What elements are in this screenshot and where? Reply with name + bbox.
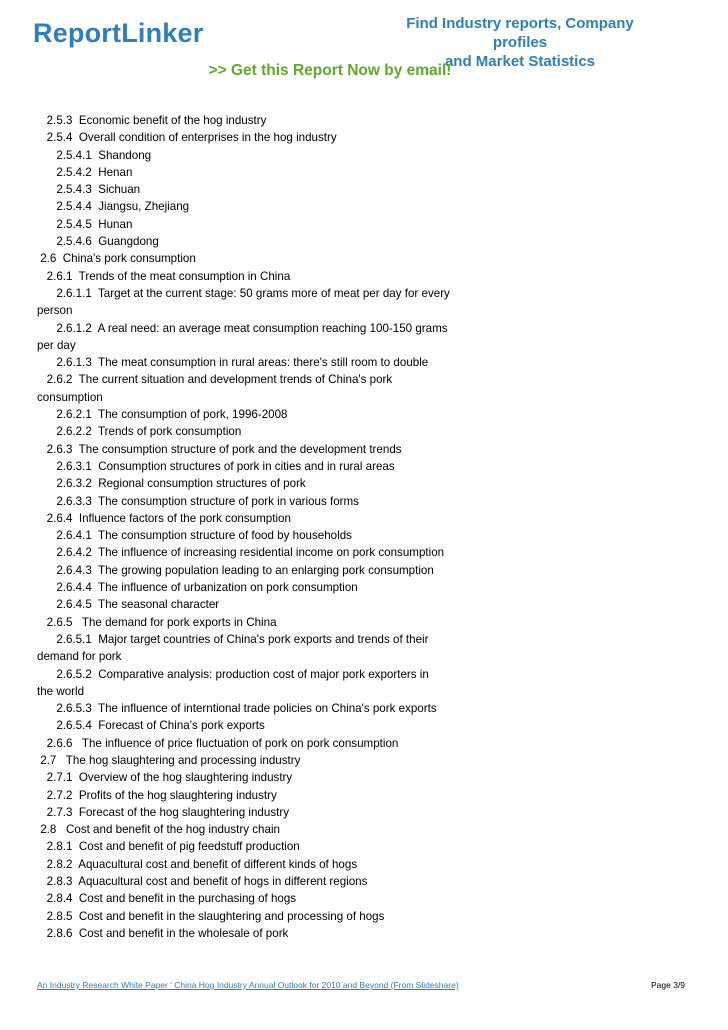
toc-line: 2.6.3.1 Consumption structures of pork in cities and in rural areas (37, 459, 395, 473)
toc-line: 2.6.2.2 Trends of pork consumption (37, 425, 242, 439)
toc-line: 2.6.5.4 Forecast of China's pork exports (37, 719, 265, 733)
toc-line: 2.6.1.3 The meat consumption in rural areas: there's still room to double (37, 356, 429, 370)
toc-line: 2.8.2 Aquacultural cost and benefit of different kinds of hogs (37, 857, 358, 871)
toc-line: 2.6.4.3 The growing population leading to an enlarging pork consumption (37, 563, 434, 577)
get-report-link[interactable]: >> Get this Report Now by email! (208, 62, 452, 79)
toc-line: 2.6.3.2 Regional consumption structures of pork (37, 477, 306, 491)
toc-line: 2.5.4.5 Hunan (37, 217, 133, 231)
toc-line: 2.6.4 Influence factors of the pork consumption (37, 511, 291, 525)
toc-line: 2.6.3.3 The consumption structure of pork in various forms (37, 494, 359, 508)
toc-line: 2.6.2.1 The consumption of pork, 1996-2008 (37, 408, 288, 422)
toc-line: 2.6.6 The influence of price fluctuation of pork on pork consumption (37, 736, 399, 750)
tagline-line-1: Find Industry reports, Company profiles (406, 15, 634, 51)
toc-line: 2.7.3 Forecast of the hog slaughtering industry (37, 805, 289, 819)
toc-line: 2.5.3 Economic benefit of the hog industry (37, 114, 267, 127)
toc-line: 2.5.4.4 Jiangsu, Zhejiang (37, 200, 190, 214)
tagline-line-2: and Market Statistics (444, 53, 596, 70)
table-of-contents (37, 112, 477, 942)
toc-line: 2.6.5.3 The influence of interntional trade policies on China's pork exports (37, 702, 437, 716)
toc-line: 2.6.3 The consumption structure of pork and the development trends (37, 442, 402, 456)
toc-line: 2.6.5 The demand for pork exports in China (37, 615, 277, 629)
toc-line: 2.6.4.5 The seasonal character (37, 598, 220, 612)
toc-line: 2.7.1 Overview of the hog slaughtering industry (37, 771, 293, 785)
toc-line: 2.6.2 The current situation and development trends of China's pork (37, 373, 393, 387)
toc-line: person (37, 304, 73, 318)
toc-line: per day (37, 338, 76, 352)
toc-line: 2.8 Cost and benefit of the hog industry chain (37, 823, 280, 837)
toc-line: 2.8.1 Cost and benefit of pig feedstuff production (37, 840, 300, 854)
toc-line: 2.7.2 Profits of the hog slaughtering industry (37, 788, 277, 802)
toc-line: 2.6.4.4 The influence of urbanization on pork consumption (37, 581, 358, 595)
toc-line: the world (37, 684, 85, 698)
footer-source-link[interactable]: An Industry Research White Paper ' China Hog Industry Annual Outlook for 2010 and Beyond (From Slideshare) (37, 980, 459, 990)
toc-line: 2.8.3 Aquacultural cost and benefit of hogs in different regions (37, 875, 368, 889)
toc-line: 2.6.5.1 Major target countries of China's pork exports and trends of their (37, 632, 429, 646)
toc-line: 2.8.5 Cost and benefit in the slaughtering and processing of hogs (37, 909, 385, 923)
page-number: Page 3/9 (651, 980, 686, 990)
toc-line: consumption (37, 390, 103, 404)
toc-line: 2.5.4.1 Shandong (37, 148, 152, 162)
toc-line: 2.6.1 Trends of the meat consumption in China (37, 269, 291, 283)
toc-line: 2.5.4.2 Henan (37, 165, 133, 179)
toc-line: demand for pork (37, 650, 122, 664)
toc-line: 2.7 The hog slaughtering and processing industry (37, 753, 301, 767)
toc-line: 2.6.5.2 Comparative analysis: production cost of major pork exporters in (37, 667, 429, 681)
reportlinker-logo[interactable]: ReportLinker (33, 18, 204, 48)
toc-line: 2.6.4.1 The consumption structure of food by households (37, 529, 352, 543)
toc-line: 2.6 China's pork consumption (37, 252, 196, 266)
toc-line: 2.8.4 Cost and benefit in the purchasing of hogs (37, 892, 297, 906)
toc-line: 2.6.4.2 The influence of increasing residential income on pork consumption (37, 546, 445, 560)
toc-line: 2.5.4 Overall condition of enterprises in the hog industry (37, 131, 337, 145)
toc-line: 2.5.4.3 Sichuan (37, 183, 141, 197)
toc-line: 2.6.1.2 A real need: an average meat consumption reaching 100-150 grams (37, 321, 448, 335)
toc-line: 2.6.1.1 Target at the current stage: 50 grams more of meat per day for every (37, 286, 450, 300)
toc-line: 2.8.6 Cost and benefit in the wholesale of pork (37, 926, 289, 940)
toc-line: 2.5.4.6 Guangdong (37, 235, 159, 249)
